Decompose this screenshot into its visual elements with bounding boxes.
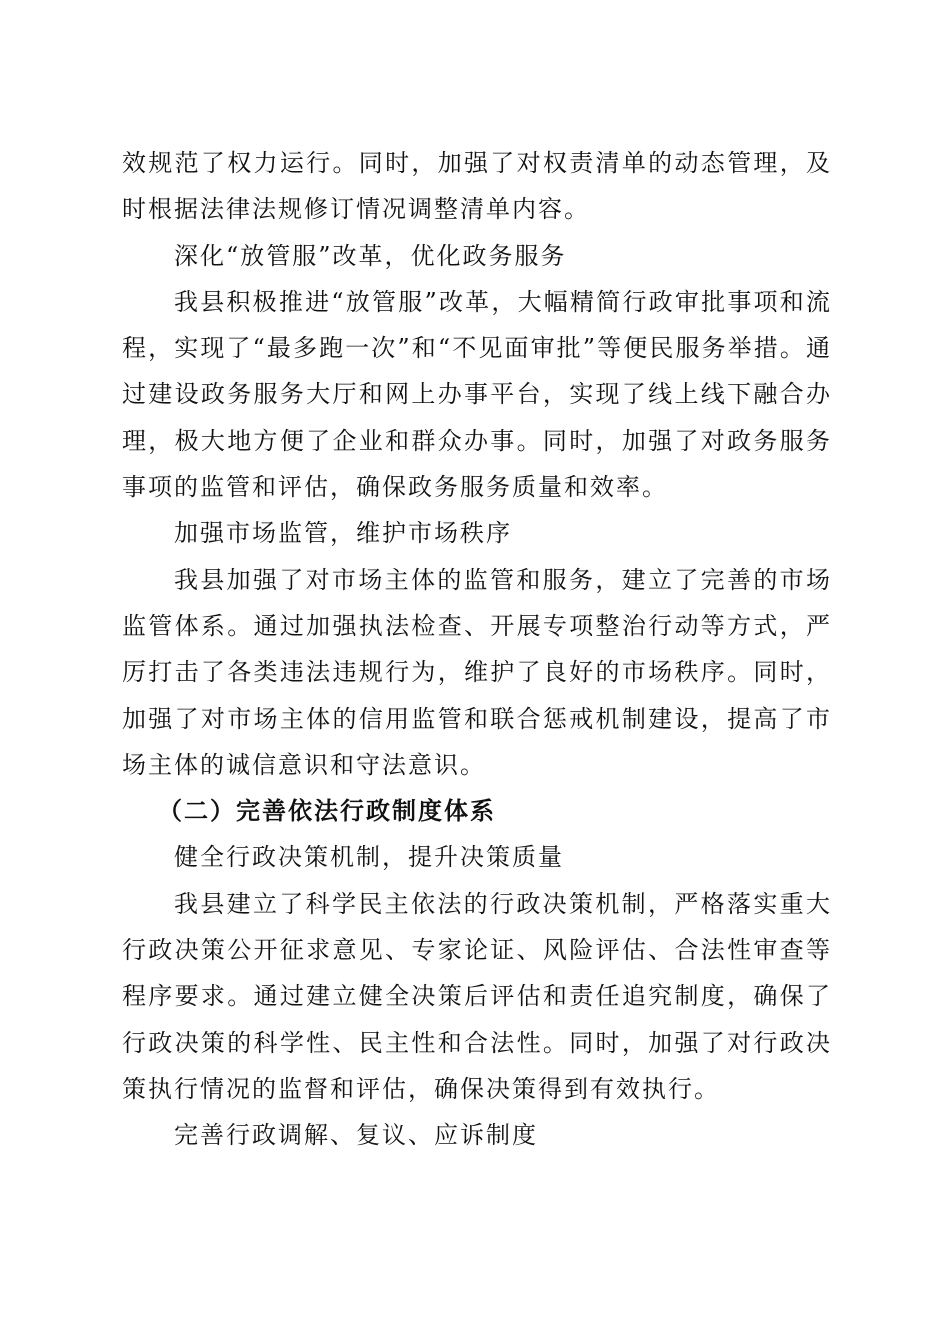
document-body <box>122 140 832 1159</box>
section-heading-mediation-review: 完善行政调解、复议、应诉制度 <box>174 1121 538 1150</box>
paragraph-market-supervision: 我县加强了对市场主体的监管和服务，建立了完善的市场监管体系。通过加强执法检查、开展专项整治行动等方式，严厉打击了各类违法违规行为，维护了良好的市场秩序。同时，加强了对市场主体的信用监管和联合惩戒机制建设，提高了市场主体的诚信意识和守法意识。 <box>122 565 832 779</box>
subsection-heading-two: （二）完善依法行政制度体系 <box>158 796 496 826</box>
section-heading-fangguanfu: 深化“放管服”改革，优化政务服务 <box>174 241 567 270</box>
section-heading-decision-mechanism: 健全行政决策机制，提升决策质量 <box>174 843 564 872</box>
paragraph-continuation: 效规范了权力运行。同时，加强了对权责清单的动态管理，及时根据法律法规修订情况调整清单内容。 <box>122 149 832 224</box>
section-heading-market-supervision: 加强市场监管，维护市场秩序 <box>174 519 512 548</box>
paragraph-decision-mechanism: 我县建立了科学民主依法的行政决策机制，严格落实重大行政决策公开征求意见、专家论证、风险评估、合法性审查等程序要求。通过建立健全决策后评估和责任追究制度，确保了行政决策的科学性、民主性和合法性。同时，加强了对行政决策执行情况的监督和评估，确保决策得到有效执行。 <box>122 889 832 1103</box>
paragraph-fangguanfu: 我县积极推进“放管服”改革，大幅精简行政审批事项和流程，实现了“最多跑一次”和“不见面审批”等便民服务举措。通过建设政务服务大厅和网上办事平台，实现了线上线下融合办理，极大地方便了企业和群众办事。同时，加强了对政务服务事项的监管和评估，确保政务服务质量和效率。 <box>122 287 832 502</box>
